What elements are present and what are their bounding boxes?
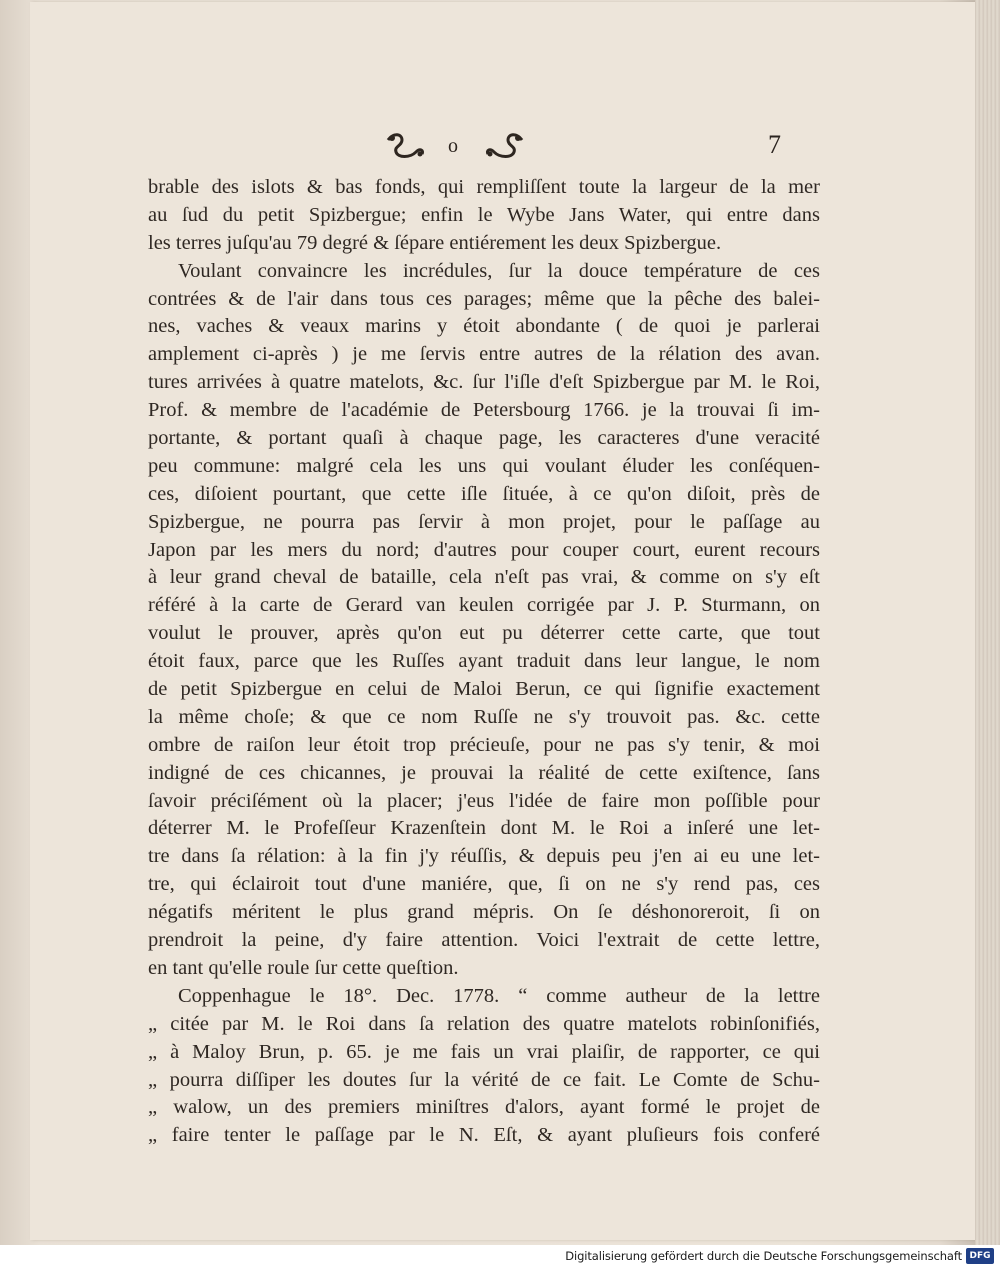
text-line: „ faire tenter le paſſage par le N. Eſt, & ayant pluſieurs fois conferé (148, 1124, 820, 1147)
text-line: Spizbergue, ne pourra pas ſervir à mon projet, pour le paſſage au (148, 510, 820, 533)
text-line: au ſud du petit Spizbergue; enfin le Wybe Jans Water, qui entre dans (148, 203, 820, 226)
text-line: Coppenhague le 18°. Dec. 1778. “ comme autheur de la lettre (178, 984, 820, 1007)
text-line: „ pourra diſſiper les doutes ſur la vérité de ce fait. Le Comte de Schu- (148, 1068, 820, 1091)
text-line: contrées & de l'air dans tous ces parages; même que la pêche des balei- (148, 287, 820, 310)
text-line: à leur grand cheval de bataille, cela n'eſt pas vrai, & comme on s'y eſt (148, 566, 820, 589)
text-line: amplement ci-après ) je me ſervis entre autres de la rélation des avan. (148, 343, 820, 366)
printer-ornament-icon (380, 128, 530, 164)
ornament-center: o (448, 135, 458, 157)
digitization-footer (0, 1245, 1000, 1268)
text-line: Prof. & membre de l'académie de Petersbourg 1766. je la trouvai ſi im- (148, 399, 820, 422)
page-header (0, 128, 1000, 168)
text-line: les terres juſqu'au 79 degré & ſépare entiérement les deux Spizbergue. (148, 231, 722, 254)
text-line: tre dans ſa rélation: à la fin j'y réuſſis, & depuis peu j'en ai eu une let- (148, 845, 820, 868)
text-line: ſavoir préciſément où la placer; j'eus l'idée de faire mon poſſible pour (148, 789, 820, 812)
text-line: peu commune: malgré cela les uns qui voulant éluder les conſéquen- (148, 454, 820, 477)
text-line: ces, diſoient pourtant, que cette iſle ſituée, à ce qu'on diſoit, près de (148, 482, 820, 505)
text-line: en tant qu'elle roule ſur cette queſtion. (148, 956, 459, 979)
page-stack-edge (975, 0, 1000, 1245)
text-line: voulut le prouver, après qu'on eut pu déterrer cette carte, que tout (148, 622, 820, 645)
text-line: étoit faux, parce que les Ruſſes ayant traduit dans leur langue, le nom (148, 650, 820, 673)
funding-credit: Digitalisierung gefördert durch die Deutsche Forschungsgemeinschaft (565, 1249, 962, 1263)
text-line: „ citée par M. le Roi dans ſa relation des quatre matelots robinſonifiés, (148, 1012, 820, 1035)
text-line: Japon par les mers du nord; d'autres pour couper court, eurent recours (148, 538, 820, 561)
text-line: déterrer M. le Profeſſeur Krazenſtein dont M. le Roi a inſeré une let- (148, 817, 820, 840)
text-line: tures arrivées à quatre matelots, &c. ſur l'iſle d'eſt Spizbergue par M. le Roi, (148, 371, 820, 394)
text-line: ombre de raiſon leur étoit trop précieuſe, pour ne pas s'y tenir, & moi (148, 733, 820, 756)
text-line: „ à Maloy Brun, p. 65. je me fais un vrai plaiſir, de rapporter, ce qui (148, 1040, 820, 1063)
text-line: tre, qui éclairoit tout d'une maniére, que, ſi on ne s'y rend pas, ces (148, 873, 820, 896)
text-line: „ walow, un des premiers miniſtres d'alors, ayant formé le projet de (148, 1096, 820, 1119)
text-line: portante, & portant quaſi à chaque page, les caracteres d'une veracité (148, 427, 820, 450)
text-line: prendroit la peine, d'y faire attention. Voici l'extrait de cette lettre, (148, 929, 820, 952)
body-text (148, 174, 820, 1150)
text-line: négatifs méritent le plus grand mépris. On ſe déshonoreroit, ſi on (148, 901, 820, 924)
text-line: la même choſe; & que ce nom Ruſſe ne s'y trouvoit pas. &c. cette (148, 705, 820, 728)
text-line: Voulant convaincre les incrédules, ſur la douce température de ces (178, 259, 820, 282)
text-line: référé à la carte de Gerard van keulen corrigée par J. P. Sturmann, on (148, 594, 820, 617)
dfg-logo-icon: DFG (966, 1248, 994, 1264)
text-line: brable des islots & bas fonds, qui rempliſſent toute la largeur de la mer (148, 176, 820, 198)
text-line: indigné de ces chicannes, je prouvai la réalité de cette exiſtence, ſans (148, 761, 820, 784)
page-number: 7 (768, 130, 781, 159)
text-line: de petit Spizbergue en celui de Maloi Berun, ce qui ſignifie exactement (148, 678, 820, 701)
text-line: nes, vaches & veaux marins y étoit abondante ( de quoi je parlerai (148, 315, 820, 338)
